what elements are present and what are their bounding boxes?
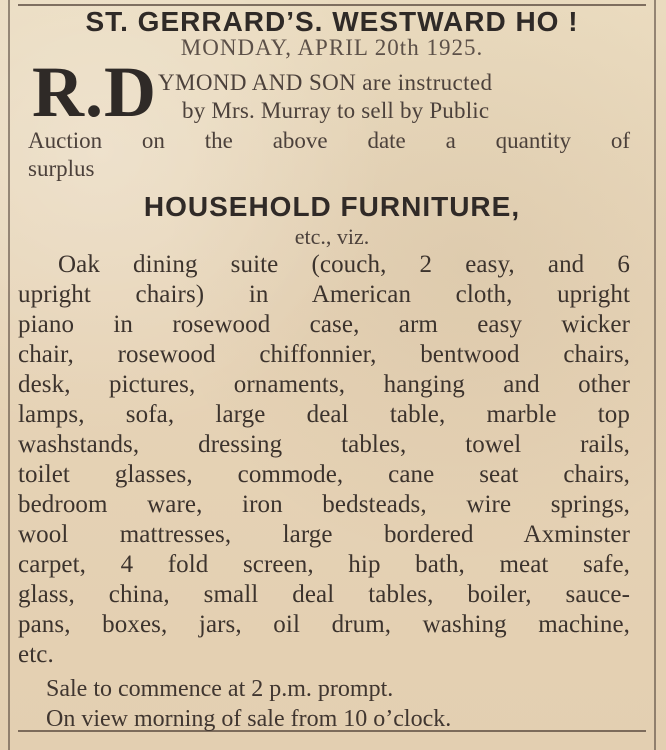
body-line-3: piano in rosewood case, arm easy wicker [18,311,630,338]
intro-line-2: by Mrs. Murray to sell by Public [182,98,490,123]
body-line-11: carpet, 4 fold screen, hip bath, meat safe, [18,551,630,578]
body-line-5: desk, pictures, ornaments, hanging and other [18,371,630,398]
body-line-2: upright chairs) in American cloth, upright [18,281,630,308]
body-line-6: lamps, sofa, large deal table, marble top [18,401,630,428]
body-line-1: Oak dining suite (couch, 2 easy, and 6 [58,251,630,278]
right-border-rule [654,0,656,750]
body-line-7: washstands, dressing tables, towel rails, [18,431,630,458]
body-line-12: glass, china, small deal tables, boiler, sauce- [18,581,630,608]
body-line-13: pans, boxes, jars, oil drum, washing machine, [18,611,630,638]
body-line-10: wool mattresses, large bordered Axminster [18,521,630,548]
intro-line-3: Auction on the above date a quantity of [28,128,630,153]
sale-date: MONDAY, APRIL 20th 1925. [180,35,484,60]
drop-cap: R.D [32,52,157,132]
body-line-4: chair, rosewood chiffonnier, bentwood chairs, [18,341,630,368]
body-line-9: bedroom ware, iron bedsteads, wire springs, [18,491,630,518]
section-subtitle: etc., viz. [294,224,370,249]
viewing-time-line: On view morning of sale from 10 o’clock. [46,706,452,732]
sale-time-line: Sale to commence at 2 p.m. prompt. [46,676,394,702]
intro-line-1: YMOND AND SON are instructed [158,70,493,95]
furniture-list [18,250,646,670]
advertisement-content [18,6,646,732]
headline: ST. GERRARD’S. WESTWARD HO ! [85,6,579,37]
section-title: HOUSEHOLD FURNITURE, [143,191,521,222]
body-line-14: etc. [18,641,54,668]
body-line-8: toilet glasses, commode, cane seat chairs, [18,461,630,488]
left-border-rule [8,0,10,750]
intro-block [18,52,646,192]
footer-lines [18,674,646,734]
intro-line-4: surplus [28,156,95,181]
